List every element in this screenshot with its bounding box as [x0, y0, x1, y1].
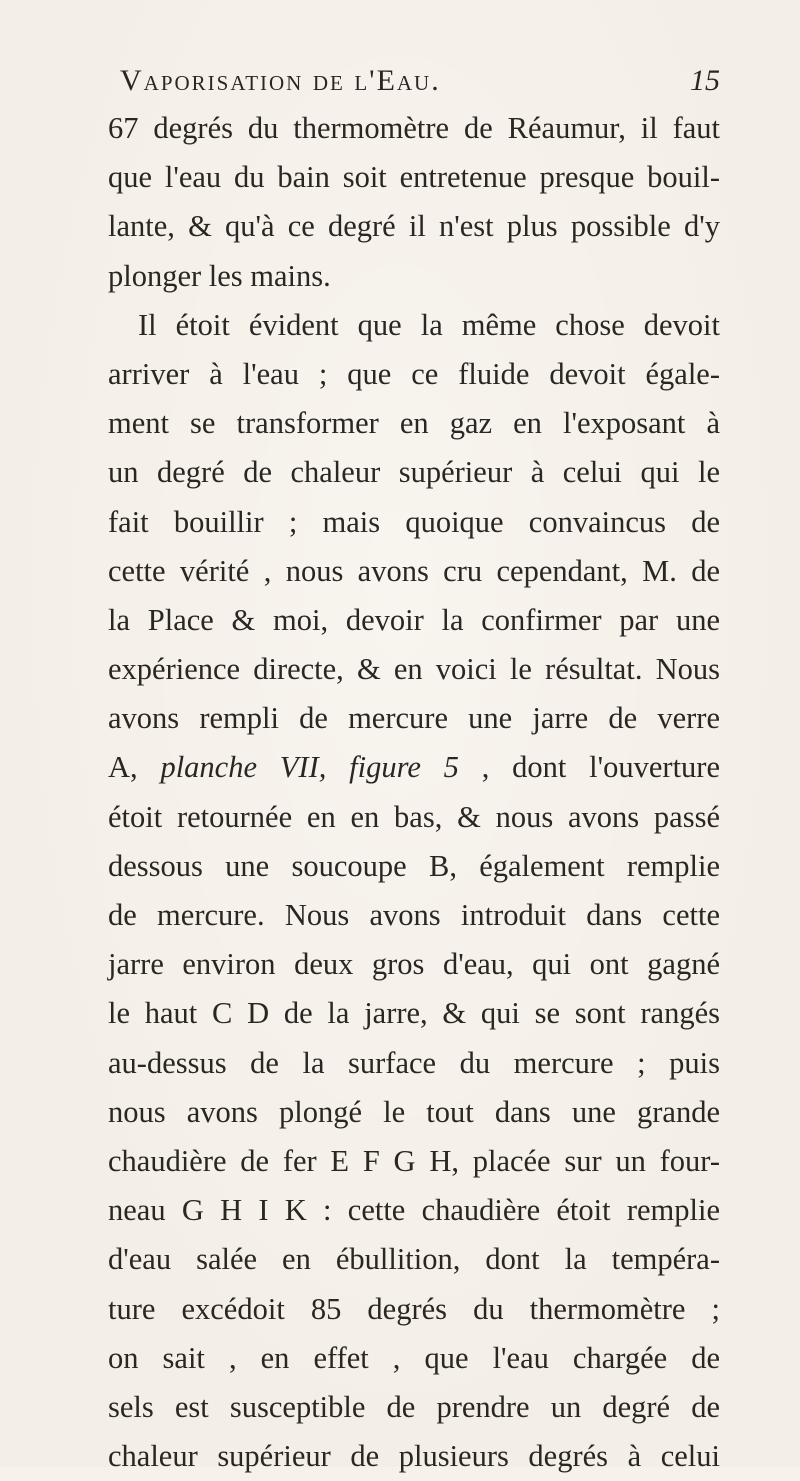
text-line: cette vérité , nous avons cru cependant, M. de [108, 553, 720, 588]
running-head [120, 64, 720, 104]
text-line: 67 degrés du thermomètre de Réaumur, il faut [108, 111, 720, 145]
body-text [108, 104, 720, 1481]
text-line: un degré de chaleur supérieur à celui qui le [108, 455, 720, 490]
text-line: lante, & qu'à ce degré il n'est plus possible d'y [108, 209, 720, 244]
text-line: que l'eau du bain soit entretenue presque bouil- [108, 160, 720, 195]
text-line: de mercure. Nous avons introduit dans cette [108, 898, 720, 932]
text-line: étoit retournée en en bas, & nous avons passé [108, 799, 720, 834]
text-line: ment se transformer en gaz en l'exposant à [108, 406, 720, 441]
text-line: ture excédoit 85 degrés du thermomètre ; [108, 1291, 720, 1326]
text-line: la Place & moi, devoir la confirmer par une [108, 602, 720, 637]
text-line: A, planche VII, figure 5 , dont l'ouverture [108, 750, 721, 785]
page-number: 15 [690, 64, 720, 97]
text-line: expérience directe, & en voici le résultat. Nous [108, 652, 720, 687]
text-line: nous avons plongé le tout dans une grande [108, 1094, 720, 1129]
figure-reference: planche VII, figure 5 [160, 750, 459, 785]
text-line: fait bouillir ; mais quoique convaincus de [108, 504, 720, 539]
text-line: avons rempli de mercure une jarre de verre [108, 701, 720, 736]
running-head-title: Vaporisation de l'Eau. [120, 64, 441, 97]
text-line: chaleur supérieur de plusieurs degrés à celui [108, 1439, 720, 1474]
text-line: jarre environ deux gros d'eau, qui ont gagné [108, 947, 720, 982]
text-line: le haut C D de la jarre, & qui se sont rangés [108, 996, 720, 1031]
text-line: chaudière de fer E F G H, placée sur un four- [108, 1143, 720, 1178]
text-line: d'eau salée en ébullition, dont la tempéra- [108, 1242, 720, 1277]
text-line: arriver à l'eau ; que ce fluide devoit égale- [108, 356, 720, 391]
text-line: dessous une soucoupe B, également remplie [108, 848, 720, 883]
text-line: Il étoit évident que la même chose devoit [138, 307, 720, 342]
text-line: neau G H I K : cette chaudière étoit remplie [108, 1193, 720, 1228]
text-line: on sait , en effet , que l'eau chargée de [108, 1340, 720, 1375]
text-line: sels est susceptible de prendre un degré de [108, 1389, 720, 1424]
text-line: plonger les mains. [108, 258, 331, 293]
text-line: au-dessus de la surface du mercure ; puis [108, 1045, 720, 1080]
